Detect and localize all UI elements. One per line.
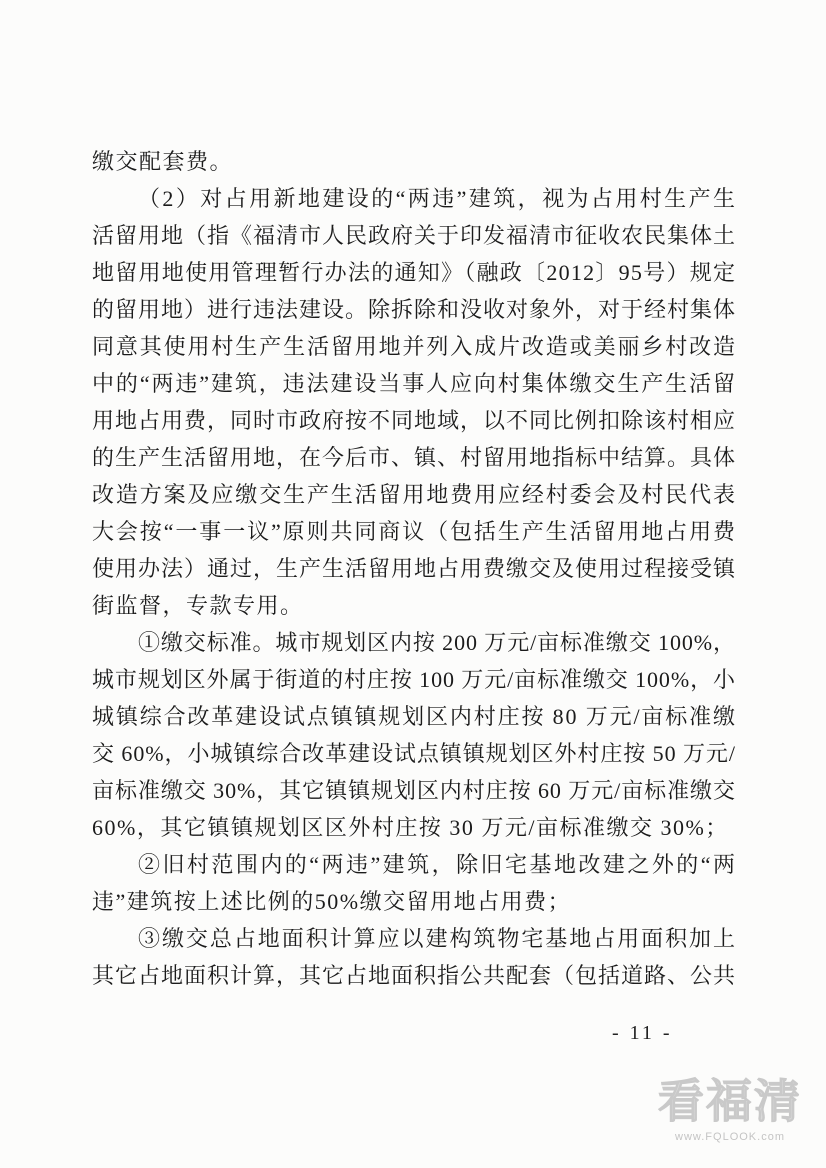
- item-2-first-line: ②旧村范围内的“两违”建筑，除旧宅基地改建之外的“两: [138, 852, 738, 877]
- text-line: 的留用地）进行违法建设。除拆除和没收对象外，对于经村集体: [92, 297, 736, 322]
- text-line: 的生产生活留用地，在今后市、镇、村留用地指标中结算。具体: [92, 445, 736, 470]
- text-line: 街监督，专款专用。: [92, 593, 304, 618]
- text-line: 地留用地使用管理暂行办法的通知》（融政〔2012〕95号）规定: [92, 260, 737, 285]
- item-3-first-line: ③缴交总占地面积计算应以建构筑物宅基地占用面积加上: [138, 926, 737, 951]
- page-number: - 11 -: [612, 1022, 673, 1044]
- text-line: 用地占用费，同时市政府按不同地域，以不同比例扣除该村相应: [92, 408, 736, 433]
- paragraph-2-first-line: （2）对占用新地建设的“两违”建筑，视为占用村生产生: [138, 186, 738, 211]
- item-1-first-line: ①缴交标准。城市规划区内按 200 万元/亩标准缴交 100%，: [138, 630, 736, 655]
- text-line: 使用办法）通过，生产生活留用地占用费缴交及使用过程接受镇: [92, 556, 736, 581]
- text-line: 城镇综合改革建设试点镇镇规划区内村庄按 80 万元/亩标准缴: [92, 704, 737, 729]
- watermark: [650, 1074, 810, 1144]
- text-line: 60%，其它镇镇规划区区外村庄按 30 万元/亩标准缴交 30%；: [92, 815, 729, 840]
- text-line: 同意其使用村生产生活留用地并列入成片改造或美丽乡村改造: [92, 334, 737, 359]
- text-line: 城市规划区外属于街道的村庄按 100 万元/亩标准缴交 100%，小: [92, 667, 736, 692]
- text-line: 中的“两违”建筑，违法建设当事人应向村集体缴交生产生活留: [92, 371, 737, 396]
- text-line: 其它占地面积计算，其它占地面积指公共配套（包括道路、公共: [92, 963, 736, 988]
- text-line: 改造方案及应缴交生产生活留用地费用应经村委会及村民代表: [92, 482, 737, 507]
- text-line: 大会按“一事一议”原则共同商议（包括生产生活留用地占用费: [92, 519, 737, 544]
- text-line: 亩标准缴交 30%，其它镇镇规划区内村庄按 60 万元/亩标准缴交: [92, 778, 736, 803]
- text-line: 违”建筑按上述比例的50%缴交留用地占用费；: [92, 889, 572, 914]
- body-text: [92, 143, 738, 994]
- text-line: 活留用地（指《福清市人民政府关于印发福清市征收农民集体土: [92, 223, 736, 248]
- watermark-url: www.FQLOOK.com: [675, 1131, 785, 1143]
- text-line: 缴交配套费。: [92, 149, 234, 174]
- watermark-logo-text: 看福清: [658, 1076, 802, 1127]
- text-line: 交 60%，小城镇综合改革建设试点镇镇规划区外村庄按 50 万元/: [92, 741, 736, 766]
